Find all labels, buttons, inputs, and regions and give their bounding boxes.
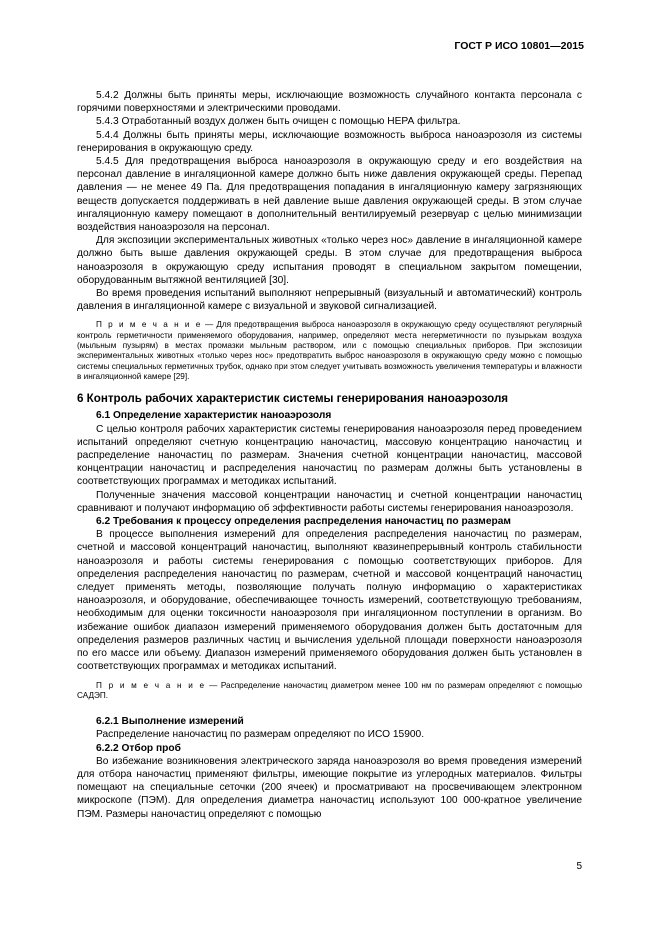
paragraph-nose-exposure: Для экспозиции экспериментальных животных «только через нос» давление в ингаляционной камере должно быть выше давления окружающей среды. В этом случае для предотвращения выброса наноаэрозоля в окружающую среду испытания проводят в специальном закрытом помещении, оборудованным вытяжной вентиляцией [30]. [77, 235, 582, 286]
note-2-label: П р и м е ч а н и е [96, 680, 206, 690]
note-1-text: — Для предотвращения выброса наноаэрозоля в окружающую среду осуществляют регулярный контроль герметичности применяемого оборудования, например, определяют места негерметичности по пузырькам воздуха (мыльным пузырям) в местах промазки мыльным раствором, или с помощью специальных приборов. При экспозиции экспериментальных животных «только через нос» предотвратить выброс наноаэрозоля в окружающую среду можно с помощью системы специальных герметичных трубок, однако при этом следует учитывать возможность увеличения температуры и влажности в ингаляционной камере [29]. [77, 320, 582, 381]
note-1 [77, 320, 582, 382]
subsection-6-1-title: 6.1 Определение характеристик наноаэрозоля [96, 410, 332, 422]
paragraph-6-1-a: С целью контроля рабочих характеристик системы генерирования наноаэрозоля перед проведением испытаний определяют счетную концентрацию наночастиц, массовую концентрацию наночастиц и распределение наночастиц по размерам. Значения счетной концентрации наночастиц, массовой концентрации наночастиц и распределения наночастиц по размерам должны быть установлены в соответствующих программах и методиках испытаний. [77, 423, 582, 488]
paragraph-6-2-2: Во избежание возникновения электрического заряда наноаэрозоля во время проведения измерений для отбора наночастиц применяют фильтры, имеющие покрытие из углеродных материалов. Фильтры помещают на специальные сеточки (200 ячеек) и просматривают на просвечивающем электронном микроскопе (ПЭМ). Для определения диаметра наночастиц используют 100 000-кратное увеличение ПЭМ. Размеры наночастиц определяют с помощью [77, 755, 582, 820]
paragraph-5-4-4: 5.4.4 Должны быть приняты меры, исключающие возможность выброса наноаэрозоля из системы генерирования в окружающую среду. [77, 129, 582, 154]
document-body [77, 89, 582, 821]
document-header: ГОСТ Р ИСО 10801—2015 [454, 40, 584, 52]
subsection-6-2-1-title: 6.2.1 Выполнение измерений [96, 716, 244, 728]
paragraph-5-4-3: 5.4.3 Отработанный воздух должен быть очищен с помощью НЕРА фильтра. [96, 116, 461, 128]
section-6-title: 6 Контроль рабочих характеристик системы генерирования наноаэрозоля [77, 392, 509, 406]
subsection-6-2-title: 6.2 Требования к процессу определения распределения наночастиц по размерам [96, 516, 511, 528]
paragraph-6-2: В процессе выполнения измерений для определения распределения наночастиц по размерам, счетной и массовой концентраций наночастиц, выполняют квазинепрерывный контроль стабильности наноаэрозоля и работы системы генерирования с помощью соответствующих приборов. Для определения распределения наночастиц по размерам, счетной и массовой концентраций наночастиц следует применять методы, позволяющие получать полную информацию о характеристиках наноаэрозоля, и оборудование, обеспечивающее точность измерений, соответствующую требованиям, необходимым для оценки токсичности наноаэрозоля при ингаляционном поступлении в организм. Во избежание ошибок диапазон измерений применяемого оборудования должен быть достаточным для определения размеров различных частиц и вычисления удельной площади поверхности наноаэрозоля по его массе или объему. Диапазон измерений применяемого оборудования должен быть установлен в соответствующих программах и методиках испытаний. [77, 529, 582, 673]
paragraph-5-4-2: 5.4.2 Должны быть приняты меры, исключающие возможность случайного контакта персонала с горячими поверхностями и электрическими проводами. [77, 90, 582, 115]
page-number: 5 [576, 861, 582, 872]
note-1-label: П р и м е ч а н и е [96, 320, 202, 330]
subsection-6-2-2-title: 6.2.2 Отбор проб [96, 742, 181, 754]
paragraph-5-4-5: 5.4.5 Для предотвращения выброса наноаэрозоля в окружающую среду и его воздействия на персонал давление в ингаляционной камере должно быть ниже давления окружающей среды. Перепад давления — не менее 49 Па. Для предотвращения попадания в ингаляционную камеру загрязняющих веществ допускается поддерживать в ней давление выше давления окружающей среды. В этом случае ингаляционную камеру помещают в дополнительный вентилируемый резервуар с целью минимизации воздействия наноаэрозоля на персонал. [77, 156, 582, 234]
paragraph-6-2-1: Распределение наночастиц по размерам определяют по ИСО 15900. [96, 729, 425, 741]
paragraph-6-1-b: Полученные значения массовой концентрации наночастиц и счетной концентрации наночастиц сравнивают и получают информацию об эффективности работы системы генерирования наноаэрозоля. [77, 489, 582, 514]
note-2-text: — Распределение наночастиц диаметром менее 100 нм по размерам определяют с помощью САДЭП. [77, 680, 582, 700]
note-2 [77, 681, 582, 702]
paragraph-pressure-control: Во время проведения испытаний выполняют непрерывный (визуальный и автоматический) контроль давления в ингаляционной камере с визуальной и звуковой сигнализацией. [77, 288, 582, 313]
